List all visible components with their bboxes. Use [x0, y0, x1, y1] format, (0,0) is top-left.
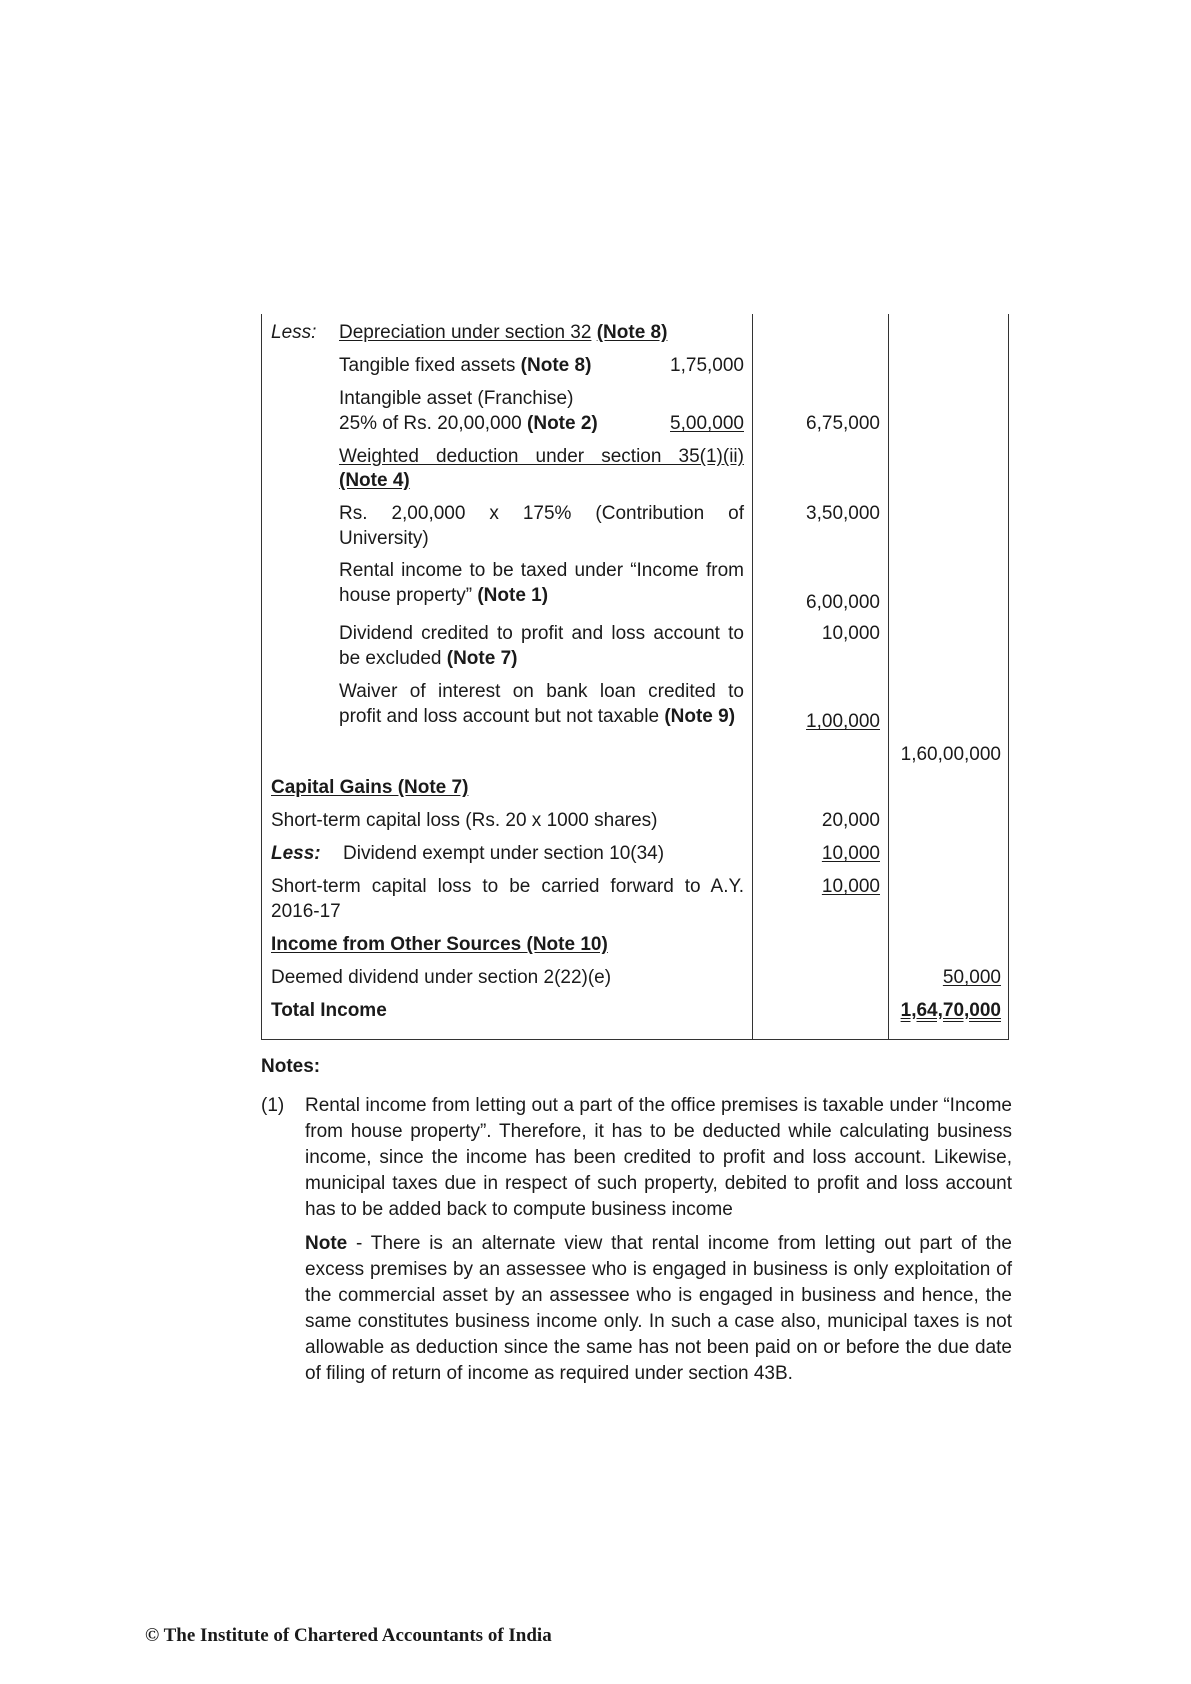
- capital-gains-heading: Capital Gains (Note 7): [271, 777, 469, 798]
- column-divider: [752, 314, 753, 1039]
- dividend-line2: be excluded (Note 7): [339, 648, 518, 669]
- computation-table: [261, 314, 1009, 1040]
- dividend-exempt-label: Dividend exempt under section 10(34): [343, 843, 665, 864]
- intangible-calc: 25% of Rs. 20,00,000 (Note 2): [339, 413, 598, 434]
- depreciation-heading: Depreciation under section 32 (Note 8): [339, 322, 668, 343]
- stcl-label: Short-term capital loss (Rs. 20 x 1000 shares): [271, 810, 658, 831]
- intangible-amount: 5,00,000: [670, 413, 744, 434]
- depreciation-total: 6,75,000: [806, 413, 880, 434]
- waiver-line1: Waiver of interest on bank loan credited to: [339, 681, 744, 702]
- dividend-exempt-amount: 10,000: [821, 843, 880, 864]
- contribution-amount: 3,50,000: [806, 503, 880, 524]
- stcl-amount: 20,000: [821, 810, 880, 831]
- less-label: Less:: [271, 843, 321, 864]
- dividend-line1: Dividend credited to profit and loss account to: [339, 623, 744, 644]
- weighted-deduction-line1: Weighted deduction under section 35(1)(ii): [339, 446, 744, 467]
- rental-income-amount: 6,00,000: [806, 592, 880, 613]
- contribution-line1: Rs. 2,00,000 x 175% (Contribution of: [339, 503, 744, 524]
- footer-copyright: © The Institute of Chartered Accountants of India: [145, 1625, 552, 1646]
- total-income-amount: 1,64,70,000: [900, 1000, 1001, 1021]
- waiver-line2: profit and loss account but not taxable (Note 9): [339, 706, 736, 727]
- business-income-total: 1,60,00,000: [900, 744, 1001, 765]
- dividend-amount: 10,000: [821, 623, 880, 644]
- total-income-label: Total Income: [271, 1000, 387, 1021]
- deemed-dividend-label: Deemed dividend under section 2(22)(e): [271, 967, 612, 988]
- less-label: Less:: [271, 322, 317, 343]
- tangible-label: Tangible fixed assets (Note 8): [339, 355, 592, 376]
- rental-income-line1: Rental income to be taxed under “Income from: [339, 560, 744, 581]
- tangible-amount: 1,75,000: [670, 355, 744, 376]
- alternate-view-paragraph: Note - There is an alternate view that rental income from letting out part of the excess premises by an assessee who is engaged in business is only exploitation of the commercial asset by an assessee who is engaged in business and hence, the same constitutes business income only. In such a case also, municipal taxes is not allowable as deduction since the same has not been paid on or before the due date of filing of return of income as required under section 43B.: [305, 1233, 1012, 1384]
- other-sources-heading: Income from Other Sources (Note 10): [271, 934, 608, 955]
- carry-forward-line1: Short-term capital loss to be carried forward to A.Y.: [271, 876, 744, 897]
- intangible-label: Intangible asset (Franchise): [339, 388, 574, 409]
- notes-heading: Notes:: [261, 1056, 321, 1077]
- note-number: (1): [261, 1095, 285, 1116]
- deemed-dividend-amount: 50,000: [942, 967, 1001, 988]
- note1-paragraph: Rental income from letting out a part of the office premises is taxable under “Income from house property”. Therefore, it has to be deducted while calculating business income, since the income has been credited to profit and loss account. Likewise, municipal taxes due in respect of such property, debited to profit and loss account has to be added back to compute business income: [305, 1095, 1012, 1220]
- rental-income-line2: house property” (Note 1): [339, 585, 549, 606]
- carry-forward-amount: 10,000: [821, 876, 880, 897]
- column-divider: [888, 314, 889, 1039]
- contribution-line2: University): [339, 528, 429, 549]
- weighted-deduction-note: (Note 4): [339, 470, 410, 491]
- waiver-amount: 1,00,000: [806, 711, 880, 732]
- carry-forward-line2: 2016-17: [271, 901, 341, 922]
